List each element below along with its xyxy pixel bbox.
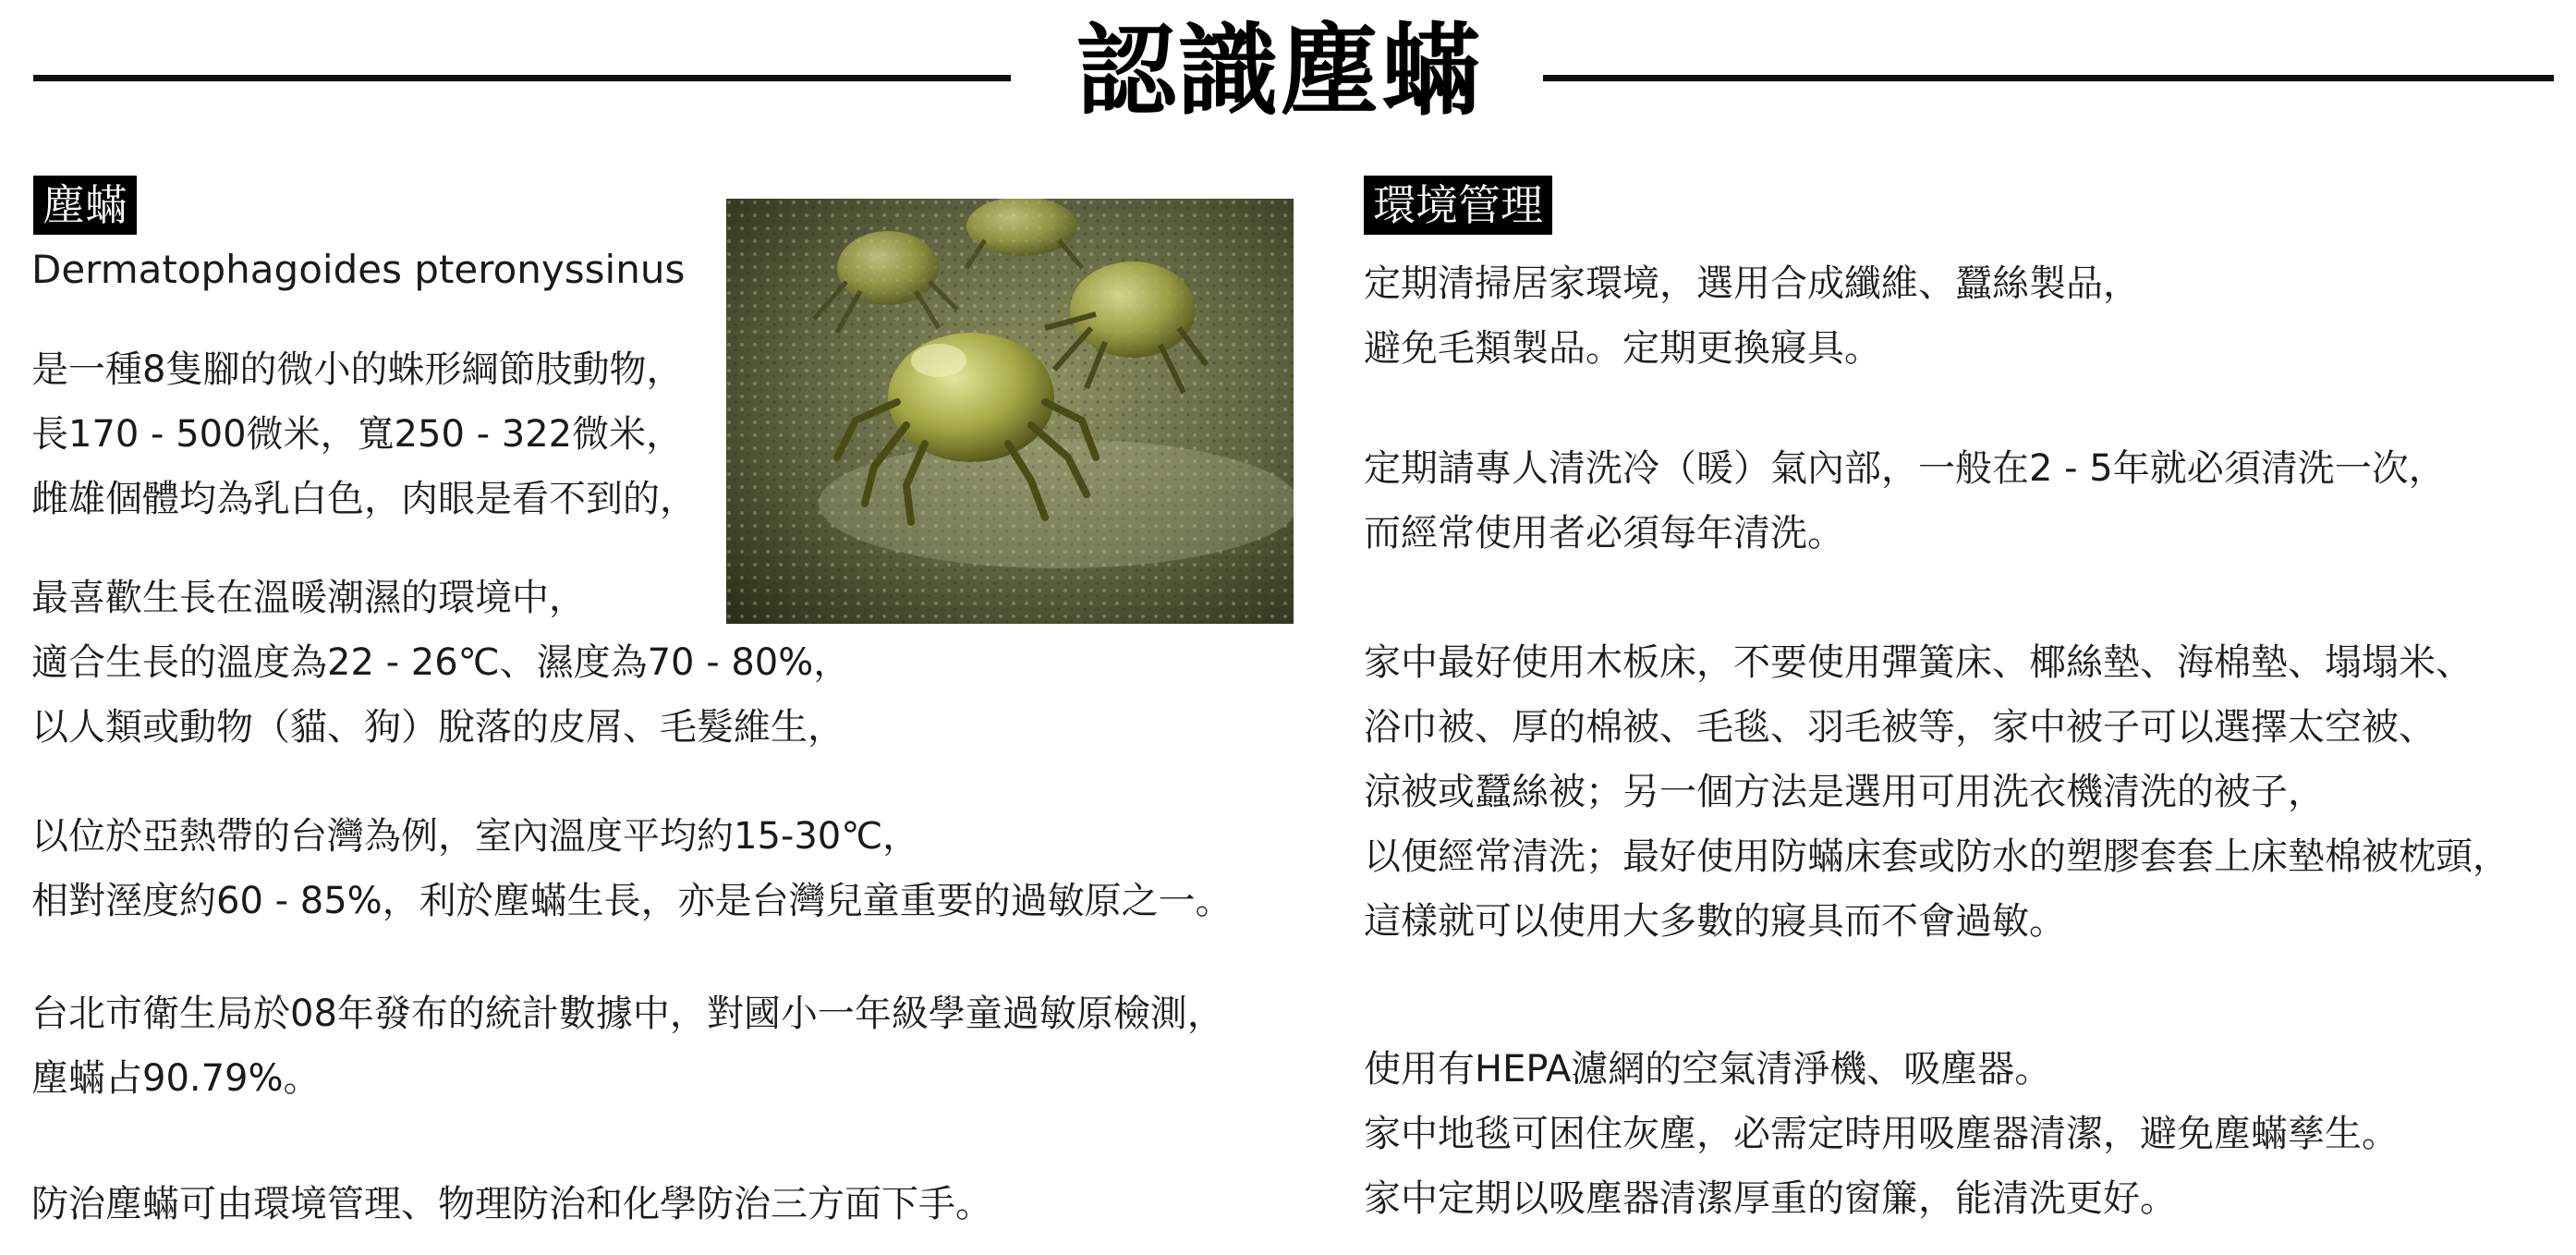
text-line: 家中地毯可困住灰塵，必需定時用吸塵器清潔，避免塵蟎孳生。 [1364,1113,2399,1155]
left-paragraph-4 [31,981,1224,1111]
text-line: 雌雄個體均為乳白色，肉眼是看不到的， [31,478,697,520]
left-paragraph-1 [31,337,697,531]
dust-mite-image [726,199,1294,624]
text-line: 定期請專人清洗冷（暖）氣內部，一般在2 - 5年就必須清洗一次， [1364,447,2446,490]
text-line: 避免毛類製品。定期更換寢具。 [1364,327,1881,370]
text-line: 浴巾被、厚的棉被、毛毯、羽毛被等，家中被子可以選擇太空被、 [1364,706,2436,749]
text-line: 涼被或蠶絲被；另一個方法是選用可用洗衣機清洗的被子， [1364,771,2325,813]
text-line: 台北市衛生局於08年發布的統計數據中，對國小一年級學童過敏原檢測， [31,993,1224,1035]
title-rule-right [1543,75,2554,81]
text-line: 是一種8隻腳的微小的蛛形綱節肢動物， [31,348,684,391]
right-paragraph-2 [1364,436,2446,566]
right-paragraph-1 [1364,251,2140,381]
text-line: 使用有HEPA濾網的空氣清淨機、吸塵器。 [1364,1048,2052,1091]
text-line: 家中最好使用木板床，不要使用彈簧床、椰絲墊、海棉墊、塌塌米、 [1364,641,2473,684]
text-line: 塵蟎占90.79%。 [31,1057,321,1100]
text-line: 最喜歡生長在溫暖潮濕的環境中， [31,577,586,619]
text-line: 以便經常清洗；最好使用防蟎床套或防水的塑膠套套上床墊棉被枕頭， [1364,835,2509,878]
text-line: 長170 - 500微米，寬250 - 322微米， [31,413,684,456]
heading-dust-mite: 塵蟎 [33,176,137,235]
right-paragraph-3 [1364,630,2509,954]
text-line: 防治塵蟎可由環境管理、物理防治和化學防治三方面下手。 [31,1183,992,1225]
text-line: 以人類或動物（貓、狗）脫落的皮屑、毛髮維生， [31,706,844,749]
left-paragraph-5 [31,1172,992,1237]
scientific-name: Dermatophagoides pteronyssinus [31,247,686,292]
title-rule-left [33,75,1011,81]
right-paragraph-4 [1364,1037,2399,1231]
text-line: 這樣就可以使用大多數的寢具而不會過敏。 [1364,900,2066,943]
page-title: 認識塵蟎 [1075,14,1483,129]
heading-environment-management: 環境管理 [1364,176,1552,235]
left-paragraph-3 [31,804,1233,933]
text-line: 而經常使用者必須每年清洗。 [1364,512,1844,554]
text-line: 定期清掃居家環境，選用合成纖維、蠶絲製品， [1364,262,2140,305]
text-line: 相對溼度約60 - 85%，利於塵蟎生長，亦是台灣兒童重要的過敏原之一。 [31,880,1233,922]
text-line: 適合生長的溫度為22 - 26℃、濕度為70 - 80%， [31,641,851,684]
text-line: 家中定期以吸塵器清潔厚重的窗簾，能清洗更好。 [1364,1177,2177,1220]
text-line: 以位於亞熱帶的台灣為例，室內溫度平均約15-30℃， [31,815,920,858]
